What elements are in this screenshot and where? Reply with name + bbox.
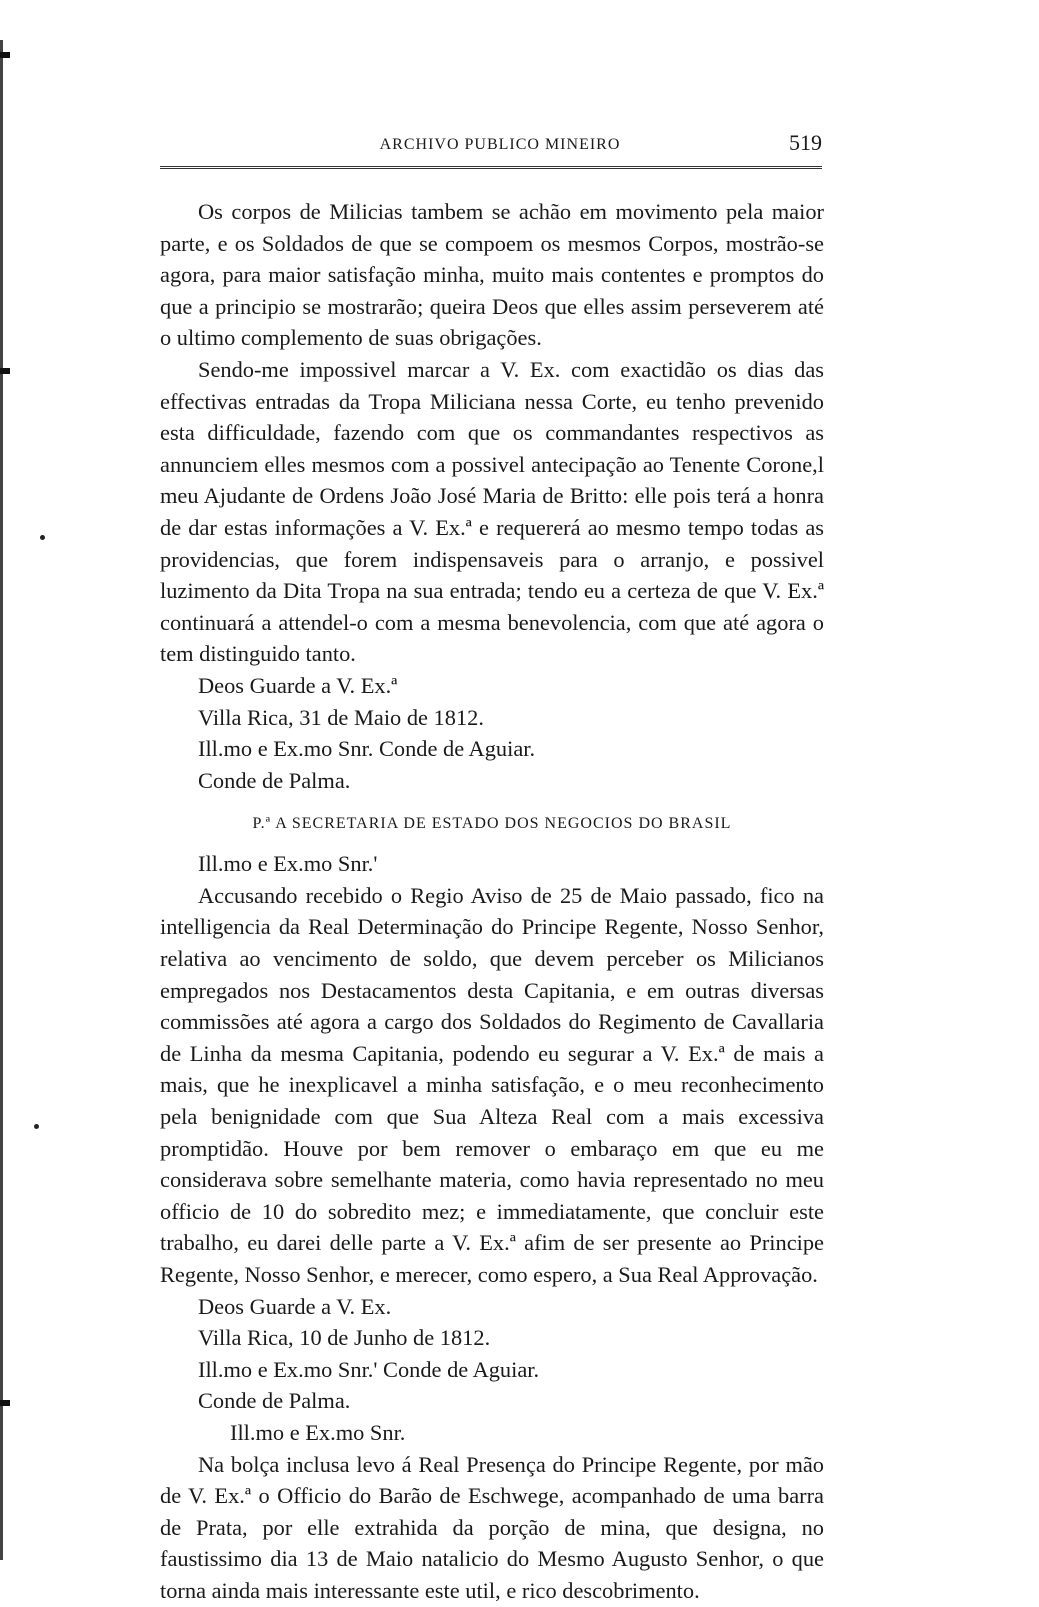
- letter1-closing: Deos Guarde a V. Ex.ª: [198, 672, 398, 698]
- letter2-paragraph-1: Accusando recebido o Regio Aviso de 25 de Maio passado, fico na intelligencia da Real Determinação do Principe Regente, Nosso Senhor, relativa ao vencimento de soldo, que devem perceber os Milicianos empregados nos Destacamentos desta Capitania, e em outras diversas commissões até agora a cargo dos Soldados do Regimento de Cavallaria de Linha da mesma Capitania, podendo eu segurar a V. Ex.ª de mais a mais, que he inexplicavel a minha satisfação, e o meu reconhecimento pela benignidade com que Sua Alteza Real com a mais excessiva promptidão. Houve por bem remover o embaraço em que eu me considerava sobre semelhante materia, como havia representado no meu officio de 10 do sobredito mez; e immediatamente, que concluir este trabalho, eu darei delle parte a V. Ex.ª afim de ser presente ao Principe Regente, Nosso Senhor, e merecer, como espero, a Sua Real Approvação.: [160, 882, 824, 1287]
- scan-mark: [0, 368, 10, 374]
- letter1-signature: Conde de Palma.: [198, 767, 351, 793]
- margin-dot: [34, 1124, 39, 1129]
- letter2-salutation: Ill.mo e Ex.mo Snr.': [198, 851, 378, 877]
- letter1-paragraph-1: Os corpos de Milicias tambem se achão em movimento pela maior parte, e os Soldados de que se compoem os mesmos Corpos, mostrão-se agora, para maior satisfação minha, muito mais contentes e promptos do que a principio se mostrarão; queira Deos que elles assim perseverem até o ultimo complemento de suas obrigações.: [160, 199, 824, 351]
- letter2-place-date: Villa Rica, 10 de Junho de 1812.: [198, 1325, 491, 1351]
- margin-dot: [40, 535, 45, 540]
- page-body: [160, 196, 824, 1607]
- header-rule: [160, 166, 822, 169]
- page-header: [160, 128, 840, 158]
- scan-margin-line: [0, 40, 3, 1560]
- letter2-addressee: Ill.mo e Ex.mo Snr.' Conde de Aguiar.: [198, 1356, 540, 1382]
- scan-mark: [0, 52, 10, 58]
- scan-mark: [0, 1400, 10, 1406]
- letter3-paragraph-1: Na bolça inclusa levo á Real Presença do Principe Regente, por mão de V. Ex.ª o Officio do Barão de Eschwege, acompanhado de uma barra de Prata, por elle extrahida da porção de mina, que designa, no faustissimo dia 13 de Maio natalicio do Mesmo Augusto Senhor, o que torna ainda mais interessante este util, e rico descobrimento.: [160, 1451, 824, 1603]
- letter2-heading: P.ª A SECRETARIA DE ESTADO DOS NEGOCIOS DO BRASIL: [252, 815, 732, 833]
- running-title: ARCHIVO PUBLICO MINEIRO: [379, 136, 621, 153]
- letter2-closing: Deos Guarde a V. Ex.: [198, 1293, 392, 1319]
- letter2-signature: Conde de Palma.: [198, 1388, 351, 1414]
- page-number: 519: [789, 130, 822, 155]
- letter3-salutation: Ill.mo e Ex.mo Snr.: [230, 1419, 406, 1445]
- letter1-paragraph-2: Sendo-me impossivel marcar a V. Ex. com exactidão os dias das effectivas entradas da Tropa Miliciana nessa Corte, eu tenho prevenido esta difficuldade, fazendo com que os commandantes respectivos as annunciem elles mesmos com a possivel antecipação ao Tenente Corone,l meu Ajudante de Ordens João José Maria de Britto: elle pois terá a honra de dar estas informações a V. Ex.ª e requererá ao mesmo tempo todas as providencias, que forem indispensaveis para o arranjo, e possivel luzimento da Dita Tropa na sua entrada; tendo eu a certeza de que V. Ex.ª continuará a attendel-o com a mesma benevolencia, com que até agora o tem distinguido tanto.: [160, 356, 824, 667]
- letter1-addressee: Ill.mo e Ex.mo Snr. Conde de Aguiar.: [198, 736, 536, 762]
- letter1-place-date: Villa Rica, 31 de Maio de 1812.: [198, 704, 484, 730]
